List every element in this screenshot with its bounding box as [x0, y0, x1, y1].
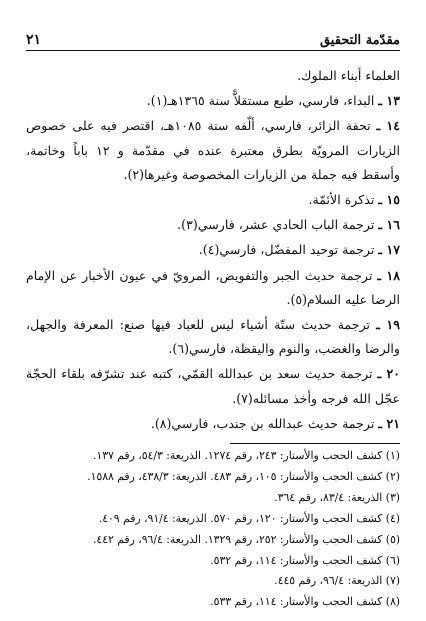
footnote-mark: (٣) [385, 490, 400, 504]
footnote-text: كشف الحجب والأستار: ١٢٠، رقم ٥٧٠. الذريعة: ٩١/٤، رقم ٤٠٩. [98, 511, 383, 525]
footnote-mark: (٥) [385, 532, 400, 546]
paragraph-intro [26, 64, 400, 88]
list-item [26, 114, 400, 187]
list-item [26, 238, 400, 262]
list-item [26, 89, 400, 113]
item-text: ترجمة حديث الجبر والتفويض، المرويّ في عيون الأخبار عن الإمام الرضا عليه السلام(٥). [26, 267, 400, 307]
item-number: ٢١ ـ [378, 415, 400, 431]
page-number: ٢١ [26, 32, 42, 48]
item-number: ١٥ ـ [378, 192, 400, 208]
item-text: البداء، فارسي، طبع مستقلاًّ سنة ١٣٦٥هـ(١). [146, 93, 375, 109]
item-text: تحفة الزائر، فارسي، ألّفه سنة ١٠٨٥هـ، اقتصر فيه على خصوص الزيارات المرويّة بطرق معتبرة عنده في مقدّمة و ١٢ باباً وخاتمة، وأسقط فيه جملة من الزيارات المخصوصة وغيرها(٢). [26, 118, 400, 182]
footnote-mark: (٢) [385, 469, 400, 483]
item-number: ١٤ ـ [376, 118, 400, 134]
list-item [26, 362, 400, 410]
footnote [26, 509, 400, 530]
item-number: ١٩ ـ [376, 317, 400, 333]
running-header [26, 28, 400, 51]
main-text [26, 64, 400, 437]
list-item [26, 213, 400, 237]
footnote-mark: (٤) [385, 511, 400, 525]
footnote-text: كشف الحجب والأستار: ٢٤٣، رقم ١٢٧٤. الذريعة: ٥٤/٣، رقم ١٣٧. [92, 449, 383, 462]
item-text: ترجمة حديث عبدالله بن جندب، فارسي(٨). [150, 415, 375, 431]
item-number: ٢٠ ـ [377, 366, 400, 382]
footnote-mark: (٦) [385, 553, 400, 567]
footnote [26, 467, 400, 488]
footnotes [26, 443, 400, 613]
list-item [26, 188, 400, 212]
footnote [26, 446, 400, 467]
footnote-text: كشف الحجب والأستار: ١١٤، رقم ٥٣٢. [210, 553, 383, 567]
item-number: ١٣ ـ [378, 93, 400, 109]
footnote-text: الذريعة: ٨٣/٤، رقم ٣٦٤. [274, 490, 383, 504]
footnote-text: كشف الحجب والأستار: ١٠٥، رقم ٤٨٣. الذريعة: ٤٣٨/٣، رقم ١٥٨٨. [87, 469, 383, 483]
list-item [26, 412, 400, 436]
footnote [26, 551, 400, 572]
item-text: ترجمة الباب الحادي عشر، فارسي(٣). [177, 217, 375, 233]
item-text: ترجمة توحيد المفضّل، فارسي(٤). [198, 242, 375, 258]
footnote-mark: (٧) [385, 574, 400, 588]
item-number: ١٦ ـ [378, 217, 400, 233]
footnote-text: الذريعة: ٩٦/٤، رقم ٤٤٥. [274, 574, 383, 588]
paragraph-text: العلماء أبناء الملوك. [297, 68, 400, 83]
footnote-divider [230, 443, 400, 444]
list-item [26, 264, 400, 312]
footnote [26, 488, 400, 509]
footnote-mark: (١) [385, 449, 400, 462]
item-text: ترجمة حديث ستّة أشياء ليس للعباد فيها صنع: المعرفة والجهل، والرضا والغضب، والنوم واليقظة، فارسي(٦). [26, 317, 400, 357]
footnote-mark: (٨) [385, 595, 400, 609]
item-number: ١٨ ـ [377, 267, 400, 283]
footnote-text: كشف الحجب والأستار: ٢٥٢، رقم ١٣٢٩. الذريعة: ٩٦/٤، رقم ٤٤٢. [92, 532, 383, 546]
footnote [26, 571, 400, 592]
footnote [26, 530, 400, 551]
item-number: ١٧ ـ [378, 242, 400, 258]
footnote-text: كشف الحجب والأستار: ١١٤، رقم ٥٣٣. [210, 595, 383, 609]
item-text: تذكرة الأئمّة. [308, 192, 375, 208]
item-text: ترجمة حديث سعد بن عبدالله القمّي، كتبه عند تشرّفه بلقاء الحجّة عجّل الله فرجه وأخذ مسائله(٧). [26, 366, 400, 406]
list-item [26, 313, 400, 361]
footnote [26, 592, 400, 613]
chapter-title: مقدّمة التحقيق [319, 33, 400, 48]
